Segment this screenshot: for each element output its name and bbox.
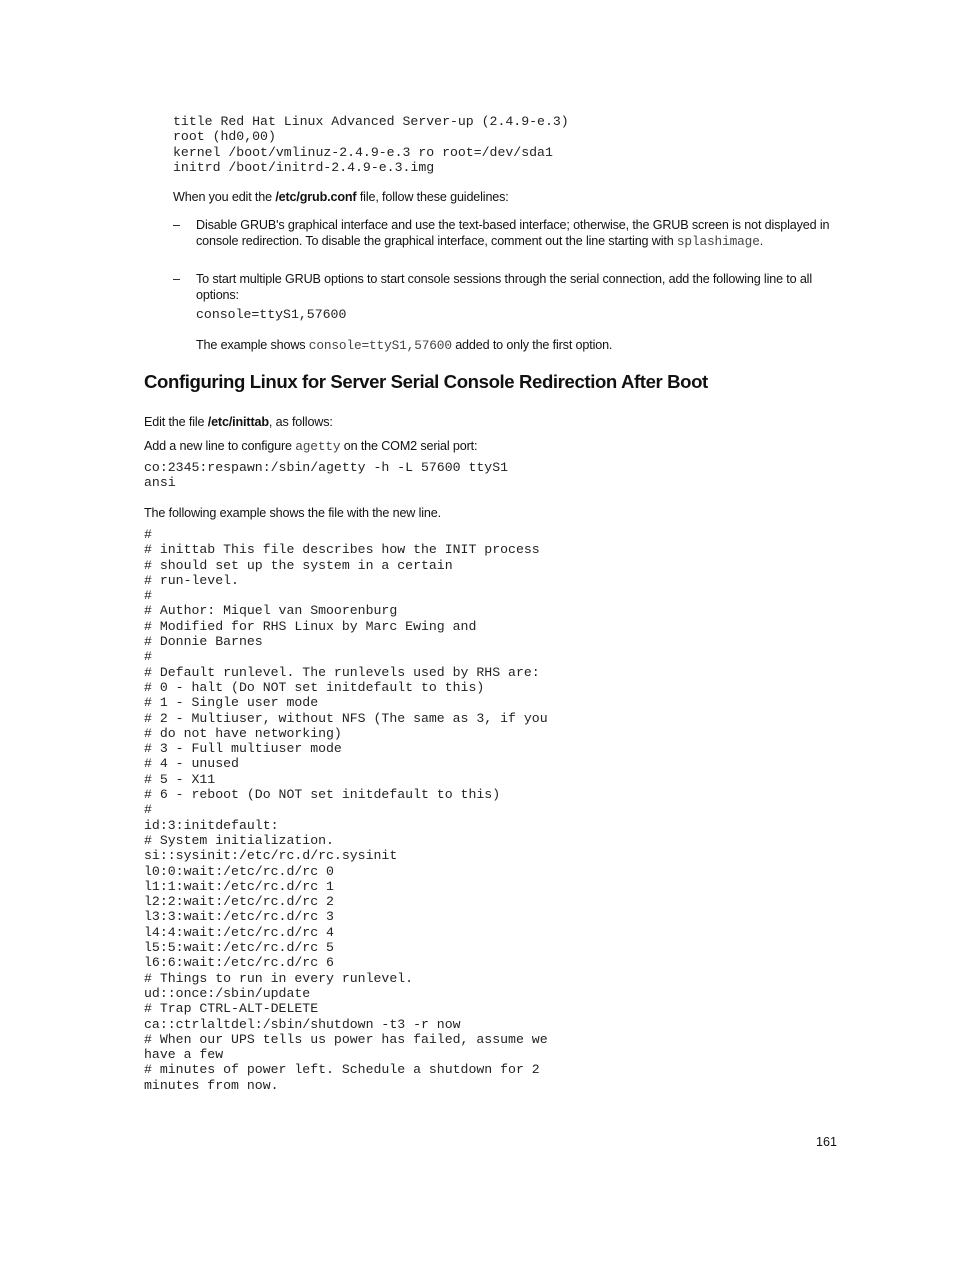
inittab-filename: /etc/inittab: [207, 415, 269, 429]
add-line-text: Add a new line to configure: [144, 439, 296, 453]
edit-inittab-instruction: [144, 414, 333, 430]
example-note-text-end: added to only the first option.: [451, 338, 613, 352]
console-option-code: console=ttyS1,57600: [196, 307, 347, 322]
agetty-inline-code: agetty: [295, 439, 341, 454]
grub-guidelines-text: When you edit the: [173, 190, 276, 204]
page-number: 161: [816, 1135, 838, 1149]
section-heading: Configuring Linux for Server Serial Console Redirection After Boot: [144, 371, 708, 392]
grub-guidelines-intro: [173, 189, 509, 205]
bullet-multiple-options: To start multiple GRUB options to start console sessions through the serial connection, add the following line to all options:: [196, 272, 812, 302]
agetty-code: co:2345:respawn:/sbin/agetty -h -L 57600 ttyS1 ansi: [144, 460, 509, 491]
bullet-tail: .: [759, 234, 764, 248]
grub-conf-filename: /etc/grub.conf: [275, 190, 357, 204]
inittab-code: # # inittab This file describes how the INIT process # should set up the system in a certain # run-level. # # Author: Miquel van Smoorenburg # Modified for RHS Linux by Marc Ewing and # Donnie Barnes # # Default runlevel. The runlevels used by RHS are: # 0 - halt (Do NOT set initdefault to this) # 1 - Single user mode # 2 - Multiuser, without NFS (The same as 3, if you # do not have networking) # 3 - Full multiuser mode # 4 - unused # 5 - X11 # 6 - reboot (Do NOT set initdefault to this) # id:3:initdefault: # System initialization. si::sysinit:/etc/rc.d/rc.sysinit l0:0:wait:/etc/rc.d/rc 0 l1:1:wait:/etc/rc.d/rc 1 l2:2:wait:/etc/rc.d/rc 2 l3:3:wait:/etc/rc.d/rc 3 l4:4:wait:/etc/rc.d/rc 4 l5:5:wait:/etc/rc.d/rc 5 l6:6:wait:/etc/rc.d/rc 6 # Things to run in every runlevel. ud::once:/sbin/update # Trap CTRL-ALT-DELETE ca::ctrlaltdel:/sbin/shutdown -t3 -r now # When our UPS tells us power has failed, assume we have a few # minutes of power left. Schedule a shutdown for 2 minutes from now.: [144, 527, 548, 1093]
bullet-disable-graphical: [196, 217, 842, 250]
grub-config-code: title Red Hat Linux Advanced Server-up (2.4.9-e.3) root (hd0,00) kernel /boot/vmlinuz-2.4.9-e.3 ro root=/dev/sda1 initrd /boot/initrd-2.4.9-e.3.img: [173, 114, 569, 175]
add-line-instruction: [144, 438, 477, 455]
bullet-marker: –: [173, 272, 181, 286]
edit-inittab-text-end: , as follows:: [268, 415, 333, 429]
add-line-text-end: on the COM2 serial port:: [340, 439, 478, 453]
edit-inittab-text: Edit the file: [144, 415, 208, 429]
example-intro: The following example shows the file with the new line.: [144, 506, 441, 520]
bullet-text: Disable GRUB's graphical interface and use the text-based interface; otherwise, the GRUB screen is not displayed in console redirection. To disable the graphical interface, comment out the line starting with: [196, 218, 830, 248]
example-note: [196, 337, 612, 354]
example-console-code: console=ttyS1,57600: [308, 338, 452, 353]
bullet-marker: –: [173, 218, 181, 232]
example-note-text: The example shows: [196, 338, 309, 352]
splashimage-code: splashimage: [676, 234, 760, 249]
grub-guidelines-text-end: file, follow these guidelines:: [356, 190, 509, 204]
